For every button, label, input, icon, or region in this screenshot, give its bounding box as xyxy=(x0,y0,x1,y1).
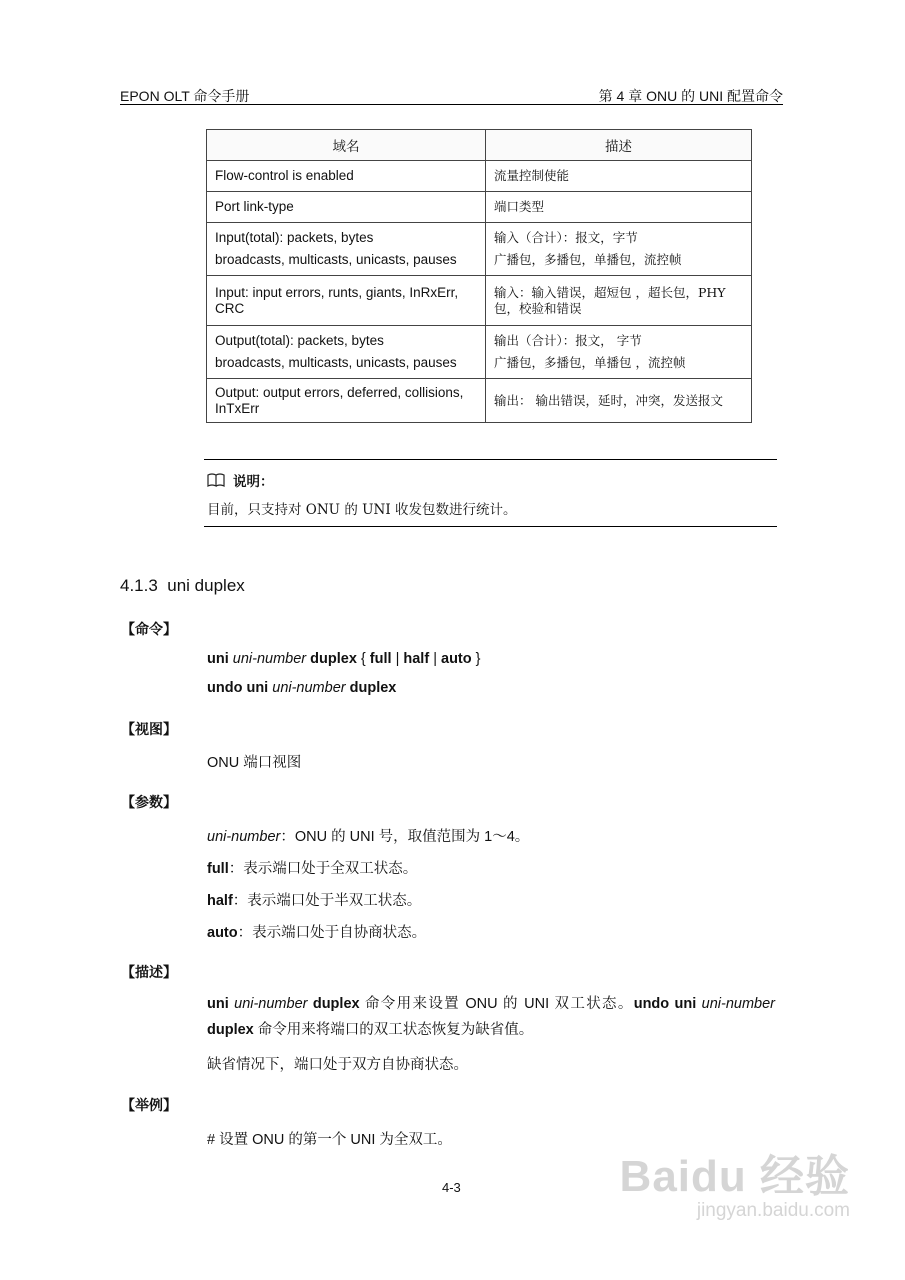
field-cell xyxy=(207,161,486,192)
table-header-row xyxy=(207,130,752,161)
table-header-field: 域名 xyxy=(207,130,486,161)
label-description: 【描述】 xyxy=(121,964,177,980)
kw-duplex: duplex xyxy=(207,1022,254,1038)
param-text: ：ONU 的 UNI 号，取值范围为 1～4。 xyxy=(280,829,530,845)
field-cell xyxy=(207,192,486,223)
note-title xyxy=(207,470,274,490)
kw-uni: uni xyxy=(207,651,229,667)
kw-duplex: duplex xyxy=(310,651,357,667)
param-name: full xyxy=(207,861,229,877)
param-text: ：表示端口处于半双工状态。 xyxy=(232,893,422,909)
description-text: 命令用来将端口的双工状态恢复为缺省值。 xyxy=(253,1022,534,1038)
label-command: 【命令】 xyxy=(121,621,177,637)
desc-text: 输出： 输出错误，延时，冲突，发送报文 xyxy=(494,392,723,408)
param-text: ：表示端口处于自协商状态。 xyxy=(237,925,427,941)
field-cell xyxy=(207,223,486,276)
kw-duplex: duplex xyxy=(349,680,397,696)
field-text: Input: input errors, runts, giants, InRxErr, xyxy=(215,284,459,300)
undo-command-syntax xyxy=(207,680,396,696)
desc-text: 广播包，多播包，单播包，流控帧 xyxy=(494,252,682,267)
field-text: Output(total): packets, bytes xyxy=(215,333,384,348)
param-name: auto xyxy=(207,925,238,941)
field-text: Flow-control is enabled xyxy=(215,168,354,183)
note-title-text: 说明： xyxy=(233,474,274,489)
desc-text: 流量控制使能 xyxy=(494,168,570,183)
watermark xyxy=(620,1140,850,1222)
table-row xyxy=(207,276,752,326)
separator: | xyxy=(395,651,400,667)
field-text: broadcasts, multicasts, unicasts, pauses xyxy=(215,252,457,267)
arg-uni-number: uni-number xyxy=(272,680,346,696)
kw-auto: auto xyxy=(441,651,472,667)
field-text: InTxErr xyxy=(215,400,260,416)
field-cell xyxy=(207,326,486,379)
watermark-url: jingyan.baidu.com xyxy=(696,1200,850,1221)
arg-uni-number: uni-number xyxy=(234,996,308,1012)
param-uni-number xyxy=(207,825,529,846)
field-text: broadcasts, multicasts, unicasts, pauses xyxy=(215,355,457,370)
param-auto xyxy=(207,921,426,942)
desc-text: 输入：输入错误，超短包 ，超长包，PHY xyxy=(494,284,726,300)
field-text: Output: output errors, deferred, collisions, xyxy=(215,384,464,400)
param-text: ：表示端口处于全双工状态。 xyxy=(228,861,418,877)
desc-cell xyxy=(486,192,752,223)
page-number: 4-3 xyxy=(442,1180,461,1195)
fields-table xyxy=(206,129,752,423)
label-params: 【参数】 xyxy=(121,794,177,810)
desc-text: 输出（合计）：报文， 字节 xyxy=(494,333,642,348)
note-top-rule xyxy=(204,459,777,460)
command-syntax xyxy=(207,651,481,667)
param-full xyxy=(207,857,417,878)
table-row xyxy=(207,223,752,276)
desc-cell xyxy=(486,161,752,192)
field-text: Input(total): packets, bytes xyxy=(215,230,374,245)
field-cell xyxy=(207,379,486,423)
header-right: 第 4 章 ONU 的 UNI 配置命令 xyxy=(598,88,783,104)
param-half xyxy=(207,889,421,910)
description-paragraph xyxy=(207,991,775,1043)
label-example: 【举例】 xyxy=(121,1097,177,1113)
field-text: CRC xyxy=(215,300,245,316)
desc-text: 输入（合计）：报文，字节 xyxy=(494,230,638,245)
note-body: 目前，只支持对 ONU 的 UNI 收发包数进行统计。 xyxy=(207,502,517,518)
kw-uni: uni xyxy=(246,680,269,696)
label-view: 【视图】 xyxy=(121,721,177,737)
kw-uni: uni xyxy=(674,996,697,1012)
table-row xyxy=(207,161,752,192)
param-name: uni-number xyxy=(207,829,281,845)
kw-duplex: duplex xyxy=(312,996,360,1012)
description-default: 缺省情况下，端口处于双方自协商状态。 xyxy=(207,1057,468,1073)
table-header-desc: 描述 xyxy=(486,130,752,161)
table-row xyxy=(207,379,752,423)
kw-undo: undo xyxy=(207,680,243,696)
section-heading xyxy=(120,576,245,596)
watermark-logo: Baidu 经验 xyxy=(619,1152,850,1201)
kw-half: half xyxy=(403,651,430,667)
arg-uni-number: uni-number xyxy=(232,651,307,667)
desc-text: 包，校验和错误 xyxy=(494,300,582,316)
table-row xyxy=(207,192,752,223)
desc-text: 广播包，多播包，单播包 ，流控帧 xyxy=(494,355,686,370)
brace-open: { xyxy=(360,651,366,667)
note-bottom-rule xyxy=(204,526,777,527)
desc-cell xyxy=(486,326,752,379)
section-title: uni duplex xyxy=(167,576,245,595)
desc-cell xyxy=(486,379,752,423)
section-number: 4.1.3 xyxy=(120,576,158,595)
param-name: half xyxy=(207,893,233,909)
separator: | xyxy=(433,651,437,667)
brace-close: } xyxy=(475,651,481,667)
arg-uni-number: uni-number xyxy=(701,996,775,1012)
field-cell xyxy=(207,276,486,326)
view-text: ONU 端口视图 xyxy=(207,755,302,771)
example-text: # 设置 ONU 的第一个 UNI 为全双工。 xyxy=(207,1132,452,1148)
kw-uni: uni xyxy=(207,996,229,1012)
book-icon xyxy=(207,473,225,487)
kw-full: full xyxy=(369,651,392,667)
desc-cell xyxy=(486,276,752,326)
field-text: Port link-type xyxy=(215,199,294,214)
desc-text: 端口类型 xyxy=(494,199,545,214)
header-divider xyxy=(120,104,783,105)
header-left: EPON OLT 命令手册 xyxy=(120,88,250,104)
kw-undo: undo xyxy=(633,996,670,1012)
description-text: 命令用来设置 ONU 的 UNI 双工状态。 xyxy=(359,996,634,1012)
table-row xyxy=(207,326,752,379)
desc-cell xyxy=(486,223,752,276)
